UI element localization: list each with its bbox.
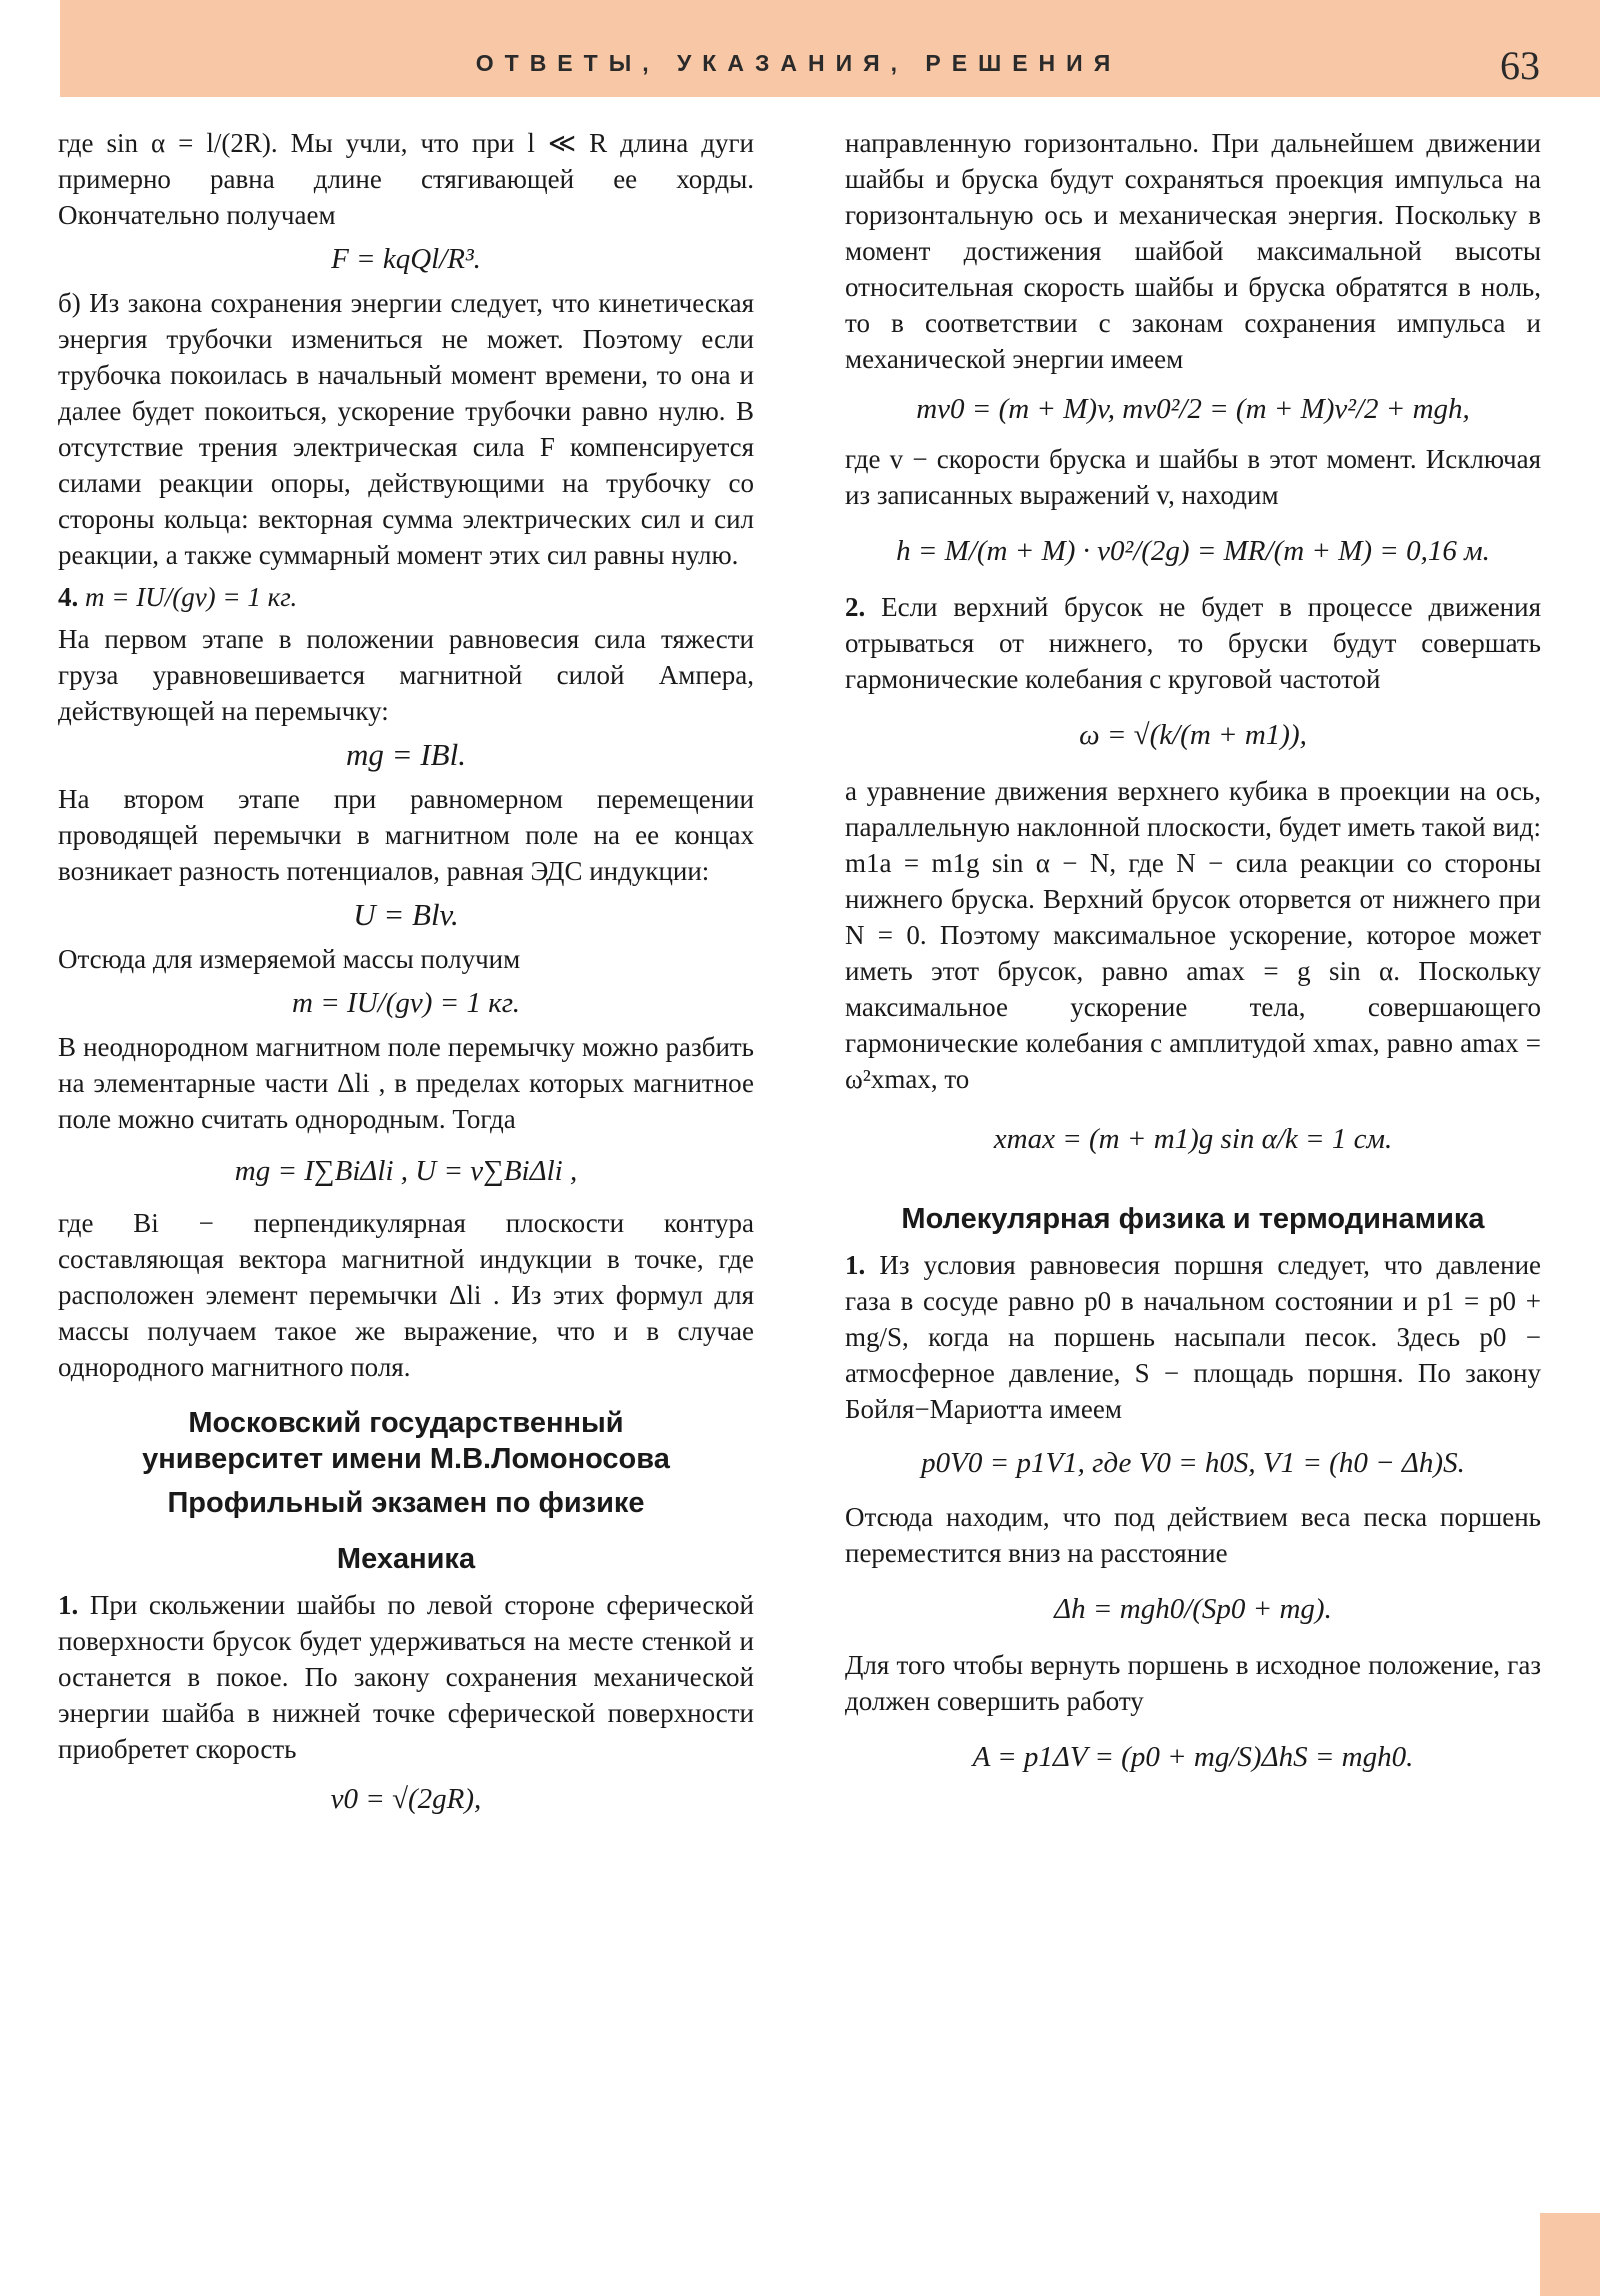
running-title: ОТВЕТЫ, УКАЗАНИЯ, РЕШЕНИЯ xyxy=(475,50,1122,76)
equation-ampere: mg = IBl. xyxy=(346,737,466,772)
equation-omega: ω = √(k/(m + m1)), xyxy=(1079,719,1307,751)
paragraph: б) Из закона сохранения энергии следует, что кинетическая энергия трубочки измениться не может. Поэтому если трубочка покоилась в начальный момент времени, то она и далее будет покоиться, ускорение трубочки равно нулю. В отсутствие трения электрическая сила F компенсируется силами реакции опоры, действующими на трубочку со стороны кольца: векторная сумма электрических сил и сил реакции, а также суммарный момент этих сил равны нулю. xyxy=(58,288,754,570)
left-column xyxy=(58,125,754,1825)
right-column xyxy=(845,125,1541,1795)
paragraph: где sin α = l/(2R). Мы учли, что при l ≪ R длина дуги примерно равна длине стягивающей ее хорды. Окончательно получаем xyxy=(58,128,754,230)
equation-boyle: p0V0 = p1V1, где V0 = h0S, V1 = (h0 − Δh)S. xyxy=(921,1447,1465,1479)
equation-force: F = kqQl/R³. xyxy=(331,243,481,275)
equation-delta-h: Δh = mgh0/(Sp0 + mg). xyxy=(1054,1593,1332,1625)
equation-emf: U = Blv. xyxy=(353,897,459,932)
paragraph: На первом этапе в положении равновесия сила тяжести груза уравновешивается магнитной силой Ампера, действующей на перемычку: xyxy=(58,624,754,726)
equation-sums: mg = I∑BiΔli , U = v∑BiΔli , xyxy=(234,1155,578,1187)
paragraph: На втором этапе при равномерном перемещении проводящей перемычки в магнитном поле на ее концах возникает разность потенциалов, равная ЭДС индукции: xyxy=(58,784,754,886)
paragraph: 1. Из условия равновесия поршня следует, что давление газа в сосуде равно p0 в начальном состоянии и p1 = p0 + mg/S, когда на поршень насыпали песок. Здесь p0 − атмосферное давление, S − площадь поршня. По закону Бойля−Мариотта имеем xyxy=(845,1250,1542,1424)
paragraph: 1. При скольжении шайбы по левой стороне сферической поверхности брусок будет удерживаться на месте стенкой и останется в покое. По закону сохранения механической энергии шайба в нижней точке сферической поверхности приобретет скорость xyxy=(58,1590,755,1764)
paragraph: Для того чтобы вернуть поршень в исходное положение, газ должен совершить работу xyxy=(845,1650,1541,1716)
page-header xyxy=(60,0,1600,97)
paragraph: направленную горизонтально. При дальнейшем движении шайбы и бруска будут сохраняться проекция импульса на горизонтальную ось и механическая энергия. Поскольку в момент достижения шайбой максимальной высоты относительная скорость шайбы и бруска обратятся в ноль, то в соответствии с законам сохранения импульса и механической энергии имеем xyxy=(845,128,1541,374)
paragraph: 2. Если верхний брусок не будет в процессе движения отрываться от нижнего, то бруски будут совершать гармонические колебания с круговой частотой xyxy=(845,592,1541,694)
equation-velocity: v0 = √(2gR), xyxy=(330,1783,482,1815)
paragraph: Отсюда находим, что под действием веса песка поршень переместится вниз на расстояние xyxy=(845,1502,1541,1568)
equation-conservation: mv0 = (m + M)v, mv0²/2 = (m + M)v²/2 + mgh, xyxy=(916,393,1470,425)
heading-university: Московский государственный университет имени М.В.Ломоносова xyxy=(142,1407,670,1475)
equation-amplitude: xmax = (m + m1)g sin α/k = 1 см. xyxy=(993,1123,1393,1155)
page-number: 63 xyxy=(1500,43,1540,88)
paragraph: где Bi − перпендикулярная плоскости контура составляющая вектора магнитной индукции в точке, где расположен элемент перемычки Δli . Из этих формул для массы получаем такое же выражение, что и в случае однородного магнитного поля. xyxy=(58,1208,754,1382)
equation-work: A = p1ΔV = (p0 + mg/S)ΔhS = mgh0. xyxy=(972,1741,1414,1773)
heading-exam: Профильный экзамен по физике xyxy=(167,1487,645,1519)
heading-mechanics: Механика xyxy=(336,1543,476,1575)
equation-height: h = M/(m + M) · v0²/(2g) = MR/(m + M) = 0,16 м. xyxy=(896,535,1490,567)
task-4-answer: 4. m = IU/(gv) = 1 кг. xyxy=(58,582,298,612)
paragraph: где v − скорости бруска и шайбы в этот момент. Исключая из записанных выражений v, находим xyxy=(845,444,1541,510)
heading-molecular-physics: Молекулярная физика и термодинамика xyxy=(901,1203,1485,1235)
paragraph: В неоднородном магнитном поле перемычку можно разбить на элементарные части Δli , в пределах которых магнитное поле можно считать однородным. Тогда xyxy=(58,1032,754,1134)
corner-tab xyxy=(1540,2213,1600,2296)
paragraph: Отсюда для измеряемой массы получим xyxy=(58,944,521,974)
paragraph: а уравнение движения верхнего кубика в проекции на ось, параллельную наклонной плоскости, будет иметь такой вид: m1a = m1g sin α − N, где N − сила реакции со стороны нижнего бруска. Верхний брусок оторвется от нижнего при N = 0. Поэтому максимальное ускорение, которое может иметь этот брусок, равно amax = g sin α. Поскольку максимальное ускорение тела, совершающего гармонические колебания с амплитудой xmax, равно amax = ω²xmax, то xyxy=(845,776,1541,1094)
equation-mass: m = IU/(gv) = 1 кг. xyxy=(292,987,520,1019)
